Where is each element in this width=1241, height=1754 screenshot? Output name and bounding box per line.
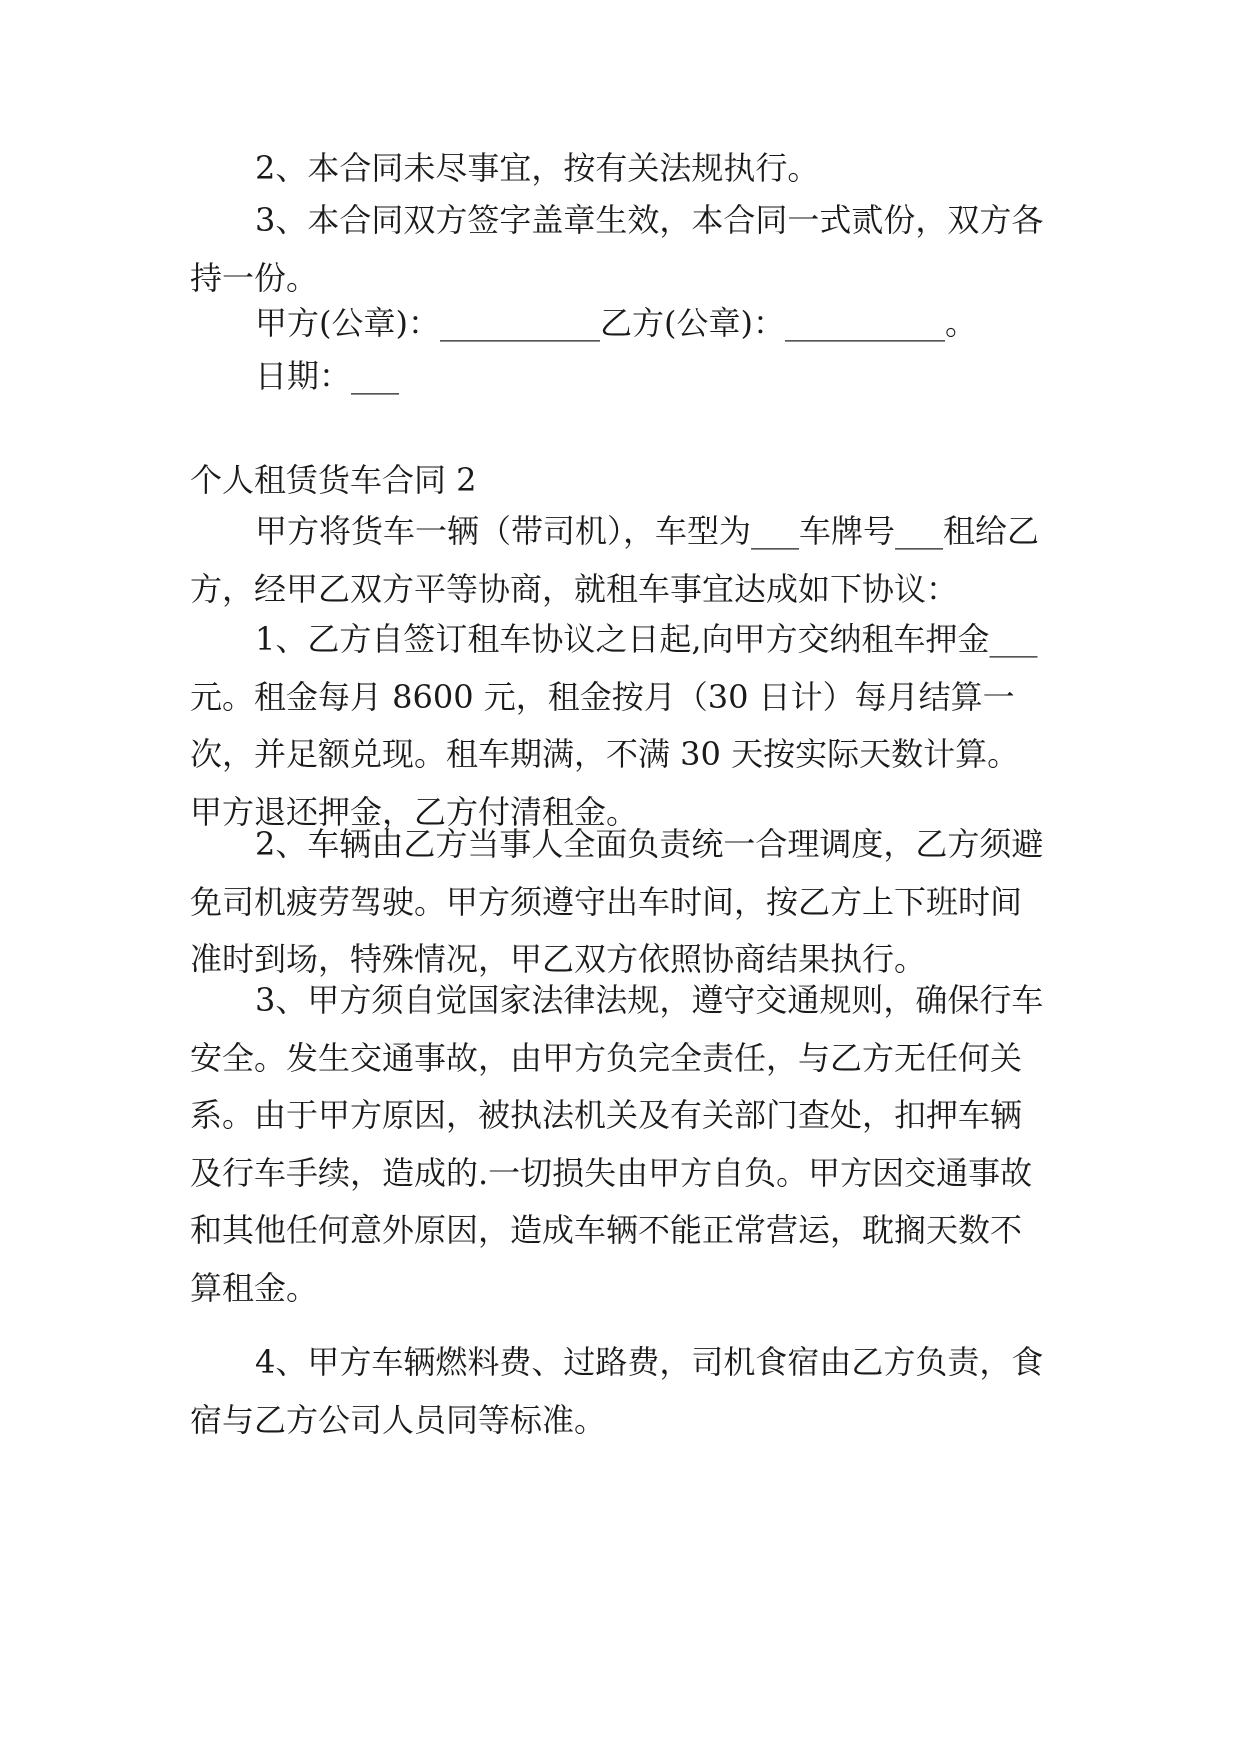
intro-paragraph: 甲方将货车一辆（带司机），车型为___车牌号___租给乙方，经甲乙双方平等协商，就租车事宜达成如下协议： <box>190 512 1040 608</box>
clause-2-prev: 2、本合同未尽事宜，按有关法规执行。 <box>255 149 820 187</box>
clause-2: 2、车辆由乙方当事人全面负责统一合理调度，乙方须避免司机疲劳驾驶。甲方须遵守出车时间，按乙方上下班时间准时到场，特殊情况，甲乙双方依照协商结果执行。 <box>190 825 1044 978</box>
clause-3: 3、甲方须自觉国家法律法规，遵守交通规则，确保行车安全。发生交通事故，由甲方负完全责任，与乙方无任何关系。由于甲方原因，被执法机关及有关部门查处，扣押车辆及行车手续，造成的.一切损失由甲方自负。甲方因交通事故和其他任何意外原因，造成车辆不能正常营运，耽搁天数不算租金。 <box>190 981 1044 1307</box>
clause-1: 1、乙方自签订租车协议之日起,向甲方交纳租车押金___元。租金每月 8600 元，租金按月（30 日计）每月结算一次，并足额兑现。租车期满，不满 30 天按实际天数计算。甲方退还押金，乙方付清租金。 <box>190 620 1038 831</box>
date-line: 日期：___ <box>255 357 400 395</box>
section-title: 个人租赁货车合同 2 <box>190 461 477 499</box>
clause-4: 4、甲方车辆燃料费、过路费，司机食宿由乙方负责，食宿与乙方公司人员同等标准。 <box>190 1343 1044 1439</box>
signature-line: 甲方(公章)：__________乙方(公章)：__________。 <box>255 304 977 342</box>
clause-3-prev: 3、本合同双方签字盖章生效，本合同一式贰份，双方各持一份。 <box>190 201 1044 297</box>
